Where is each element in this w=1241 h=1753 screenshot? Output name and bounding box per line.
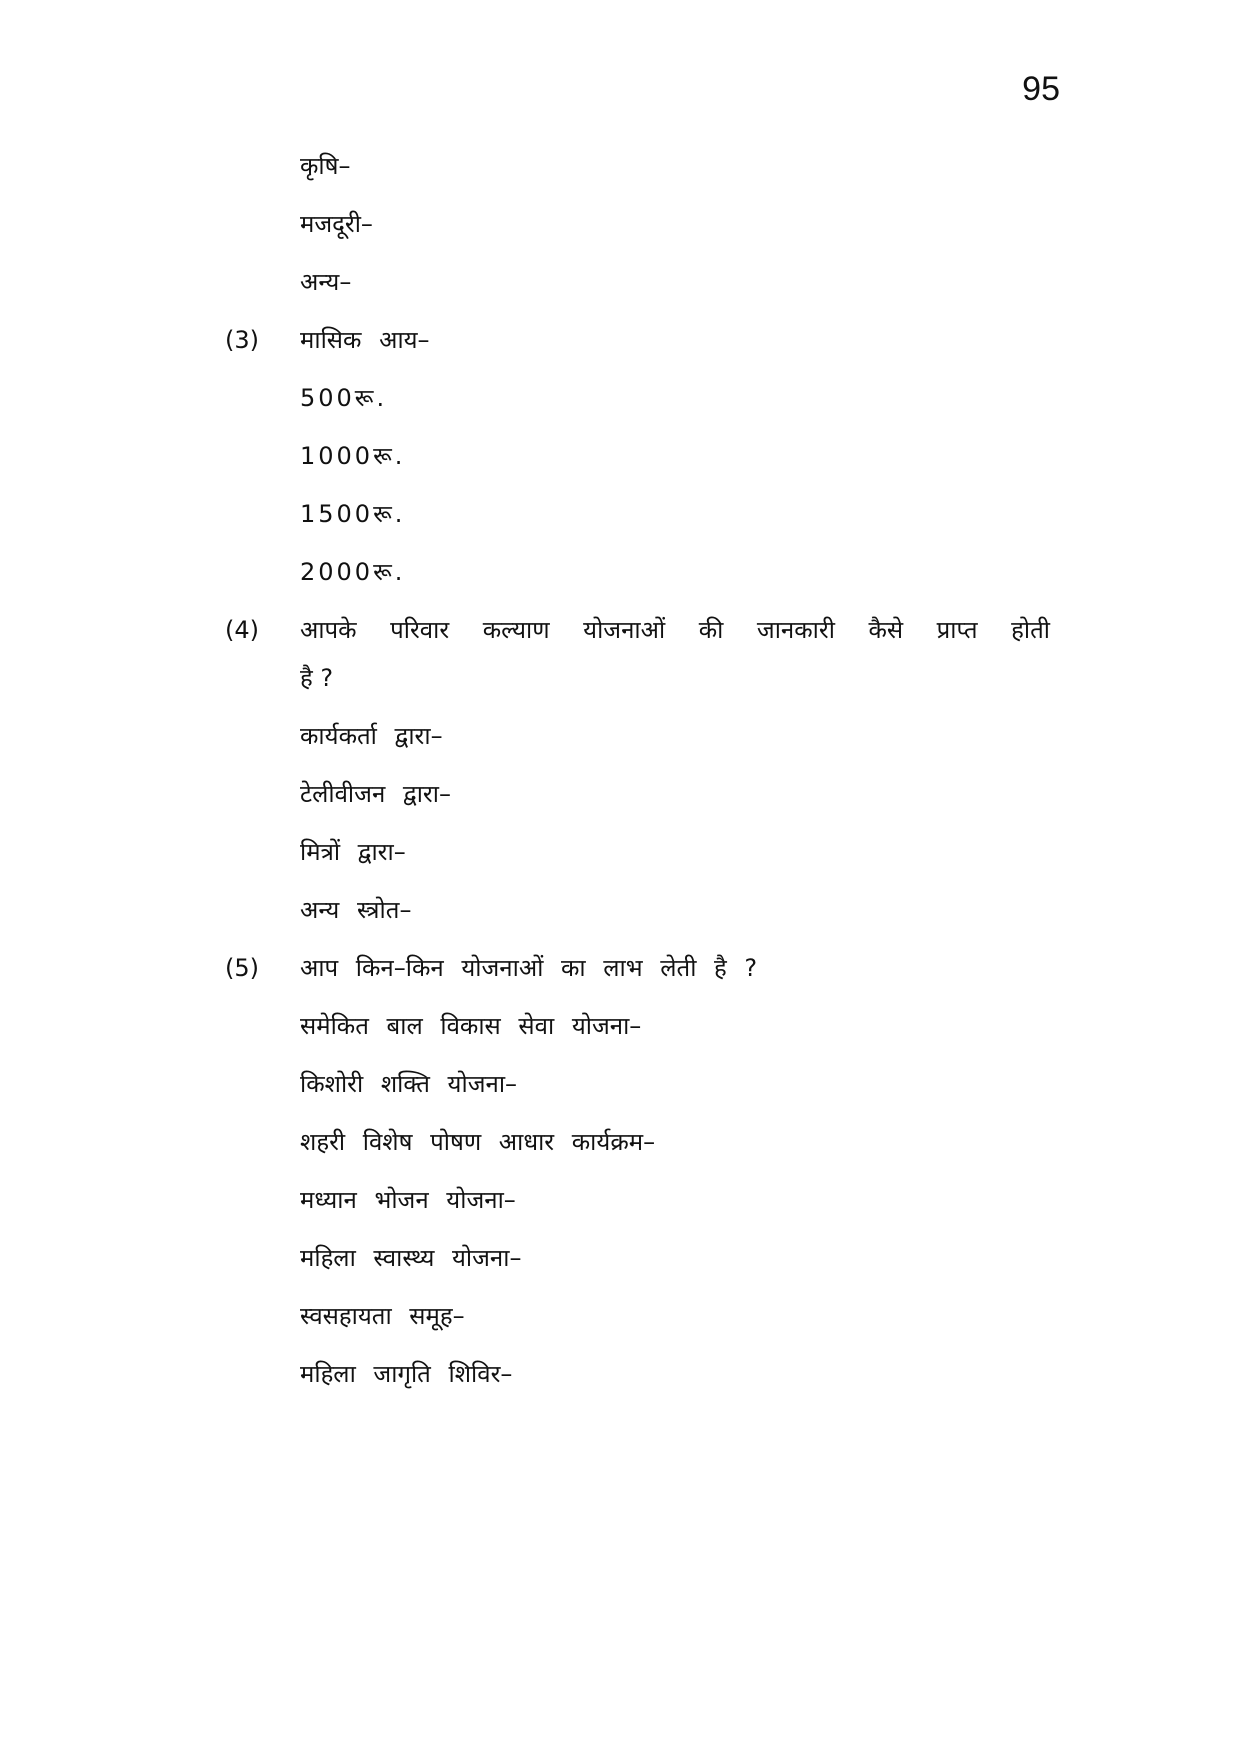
q5-option-kishori-shakti: किशोरी शक्ति योजना– [300, 1070, 518, 1098]
q3-option-2000: 2000रू. [300, 558, 406, 586]
q4-option-worker: कार्यकर्ता द्वारा– [300, 722, 443, 750]
q4-option-friends: मित्रों द्वारा– [300, 838, 406, 866]
q5-option-icds: समेकित बाल विकास सेवा योजना– [300, 1012, 642, 1040]
q5-option-self-help-group: स्वसहायता समूह– [300, 1302, 465, 1330]
option-labour: मजदूरी– [300, 210, 373, 238]
q3-option-500: 500रू. [300, 384, 388, 412]
question-5-marker: (5) [225, 954, 259, 982]
page-number: 95 [1022, 70, 1060, 108]
q4-option-television: टेलीवीजन द्वारा– [300, 780, 451, 808]
q5-option-midday-meal: मध्यान भोजन योजना– [300, 1186, 516, 1214]
q5-option-awareness-camp: महिला जागृति शिविर– [300, 1360, 513, 1388]
q4-option-other-source: अन्य स्त्रोत– [300, 896, 412, 924]
question-4-text-line1: आपके परिवार कल्याण योजनाओं की जानकारी कैसे प्राप्त होती [300, 616, 1050, 644]
question-4-text-line2: है ? [300, 664, 334, 692]
question-4-marker: (4) [225, 616, 259, 644]
question-5-text: आप किन–किन योजनाओं का लाभ लेती है ? [300, 954, 758, 982]
option-agriculture: कृषि– [300, 152, 351, 180]
q5-option-women-health: महिला स्वास्थ्य योजना– [300, 1244, 522, 1272]
q3-option-1000: 1000रू. [300, 442, 406, 470]
question-3-marker: (3) [225, 326, 259, 354]
question-3-text: मासिक आय– [300, 326, 430, 354]
q5-option-urban-nutrition: शहरी विशेष पोषण आधार कार्यक्रम– [300, 1128, 656, 1156]
q3-option-1500: 1500रू. [300, 500, 406, 528]
option-other: अन्य– [300, 268, 352, 296]
